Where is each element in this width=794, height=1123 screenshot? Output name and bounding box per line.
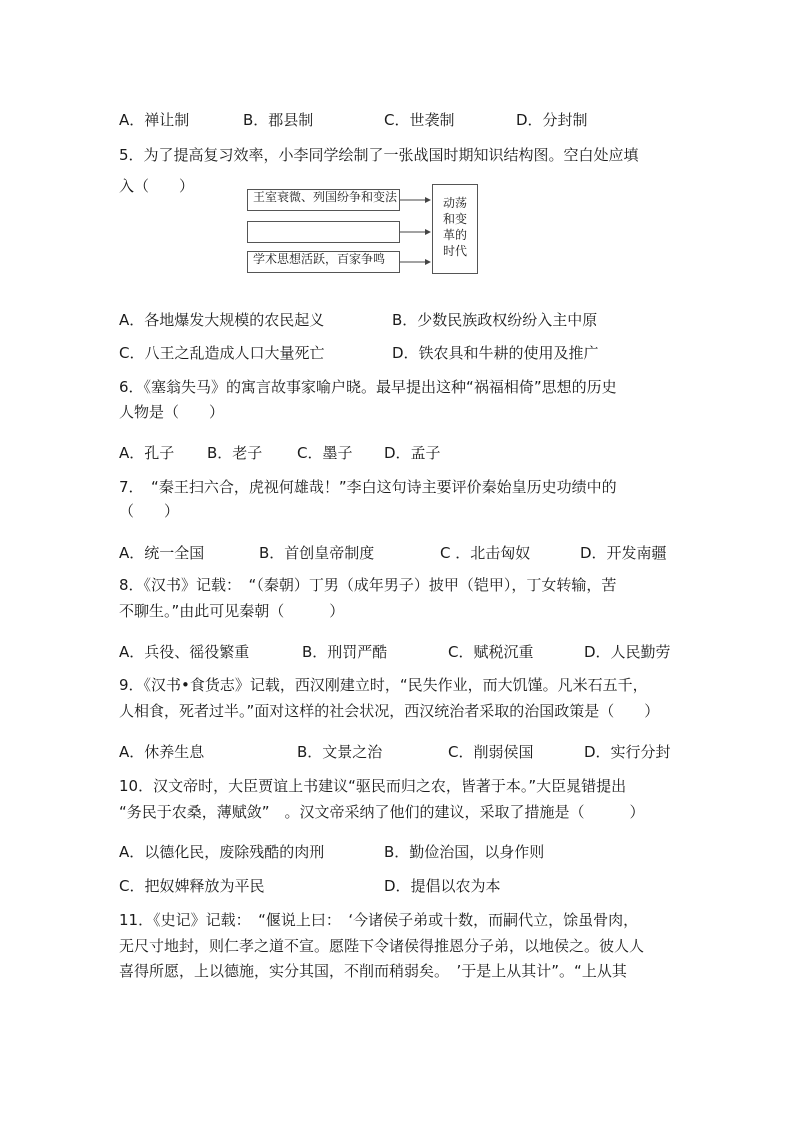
- q8-option-d: D．人民勤劳: [584, 643, 671, 661]
- q4-option-d: D．分封制: [516, 111, 588, 129]
- diagram-box-1: 王室衰微、列国纷争和变法: [247, 189, 400, 211]
- q5-stem-line2: 入（ ）: [119, 177, 195, 195]
- result-line-3: 革的: [442, 228, 467, 242]
- q9-option-a: A．休养生息: [119, 743, 205, 761]
- q9-option-b: B．文景之治: [297, 743, 383, 761]
- q10-option-b: B．勤俭治国，以身作则: [384, 843, 545, 861]
- q5-option-b: B．少数民族政权纷纷入主中原: [392, 311, 598, 329]
- diagram-box-blank: [247, 221, 400, 243]
- q11-line2: 无尺寸地封，则仁孝之道不宣。愿陛下令诸侯得推恩分子弟，以地侯之。彼人人: [119, 937, 645, 955]
- q4-option-a: A．禅让制: [119, 111, 190, 129]
- result-line-1: 动荡: [442, 196, 467, 210]
- q9-option-d: D．实行分封: [584, 743, 671, 761]
- diagram-arrows: [400, 190, 434, 270]
- q8-option-b: B．刑罚严酷: [302, 643, 388, 661]
- q5-stem-line1: 5．为了提高复习效率，小李同学绘制了一张战国时期知识结构图。空白处应填: [119, 146, 639, 164]
- q6-option-b: B．老子: [207, 444, 263, 462]
- diagram-result-box: [432, 184, 478, 274]
- q4-option-c: C．世袭制: [384, 111, 455, 129]
- q10-stem-line2: “务民于农桑，薄赋敛” 。汉文帝采纳了他们的建议，采取了措施是（ ）: [119, 803, 645, 821]
- q6-option-c: C．墨子: [297, 444, 353, 462]
- q9-stem-line2: 人相食，死者过半。”面对这样的社会状况，西汉统治者采取的治国政策是（ ）: [119, 702, 660, 720]
- result-line-2: 和变: [442, 212, 467, 226]
- q7-option-d: D．开发南疆: [580, 544, 667, 562]
- q10-option-c: C．把奴婢释放为平民: [119, 877, 265, 895]
- q8-stem-line1: 8．《汉书》记载： “（秦朝）丁男（成年男子）披甲（铠甲），丁女转输，苦: [119, 576, 617, 594]
- q10-option-a: A．以德化民，废除残酷的肉刑: [119, 843, 325, 861]
- q11-line1: 11．《史记》记载： “偃说上曰： ‘今诸侯子弟或十数，而嗣代立，馀虽骨肉，: [119, 911, 639, 929]
- q7-option-c: C ．北击匈奴: [440, 544, 531, 562]
- q5-option-d: D．铁农具和牛耕的使用及推广: [392, 344, 599, 362]
- q6-option-d: D．孟子: [384, 444, 441, 462]
- q9-stem-line1: 9．《汉书•食货志》记载，西汉刚建立时，“民失作业，而大饥馑。凡米石五千，: [119, 676, 648, 694]
- q6-option-a: A．孔子: [119, 444, 175, 462]
- q9-option-c: C．削弱侯国: [448, 743, 534, 761]
- q11-line3: 喜得所愿，上以德施，实分其国，不削而稍弱矣。 ’于是上从其计”。“上从其: [119, 962, 627, 980]
- q7-option-a: A．统一全国: [119, 544, 205, 562]
- q8-stem-line2: 不聊生。”由此可见秦朝（ ）: [119, 602, 345, 620]
- q7-stem-line1: 7． “秦王扫六合，虎视何雄哉！”李白这句诗主要评价秦始皇历史功绩中的: [119, 478, 617, 496]
- q10-stem-line1: 10．汉文帝时，大臣贾谊上书建议“驱民而归之农，皆著于本。”大臣晁错提出: [119, 777, 627, 795]
- q5-option-c: C．八王之乱造成人口大量死亡: [119, 344, 325, 362]
- q10-option-d: D．提倡以农为本: [384, 877, 501, 895]
- q7-stem-line2: （ ）: [119, 502, 180, 520]
- q6-stem-line2: 人物是（ ）: [119, 403, 225, 421]
- diagram-box-3: 学术思想活跃，百家争鸣: [247, 251, 400, 273]
- result-line-4: 时代: [442, 244, 467, 258]
- q7-option-b: B．首创皇帝制度: [259, 544, 375, 562]
- q4-option-b: B．郡县制: [243, 111, 314, 129]
- q8-option-c: C．赋税沉重: [448, 643, 534, 661]
- q6-stem-line1: 6．《塞翁失马》的寓言故事家喻户晓。最早提出这种“祸福相倚”思想的历史: [119, 378, 617, 396]
- q5-option-a: A．各地爆发大规模的农民起义: [119, 311, 325, 329]
- q8-option-a: A．兵役、徭役繁重: [119, 643, 250, 661]
